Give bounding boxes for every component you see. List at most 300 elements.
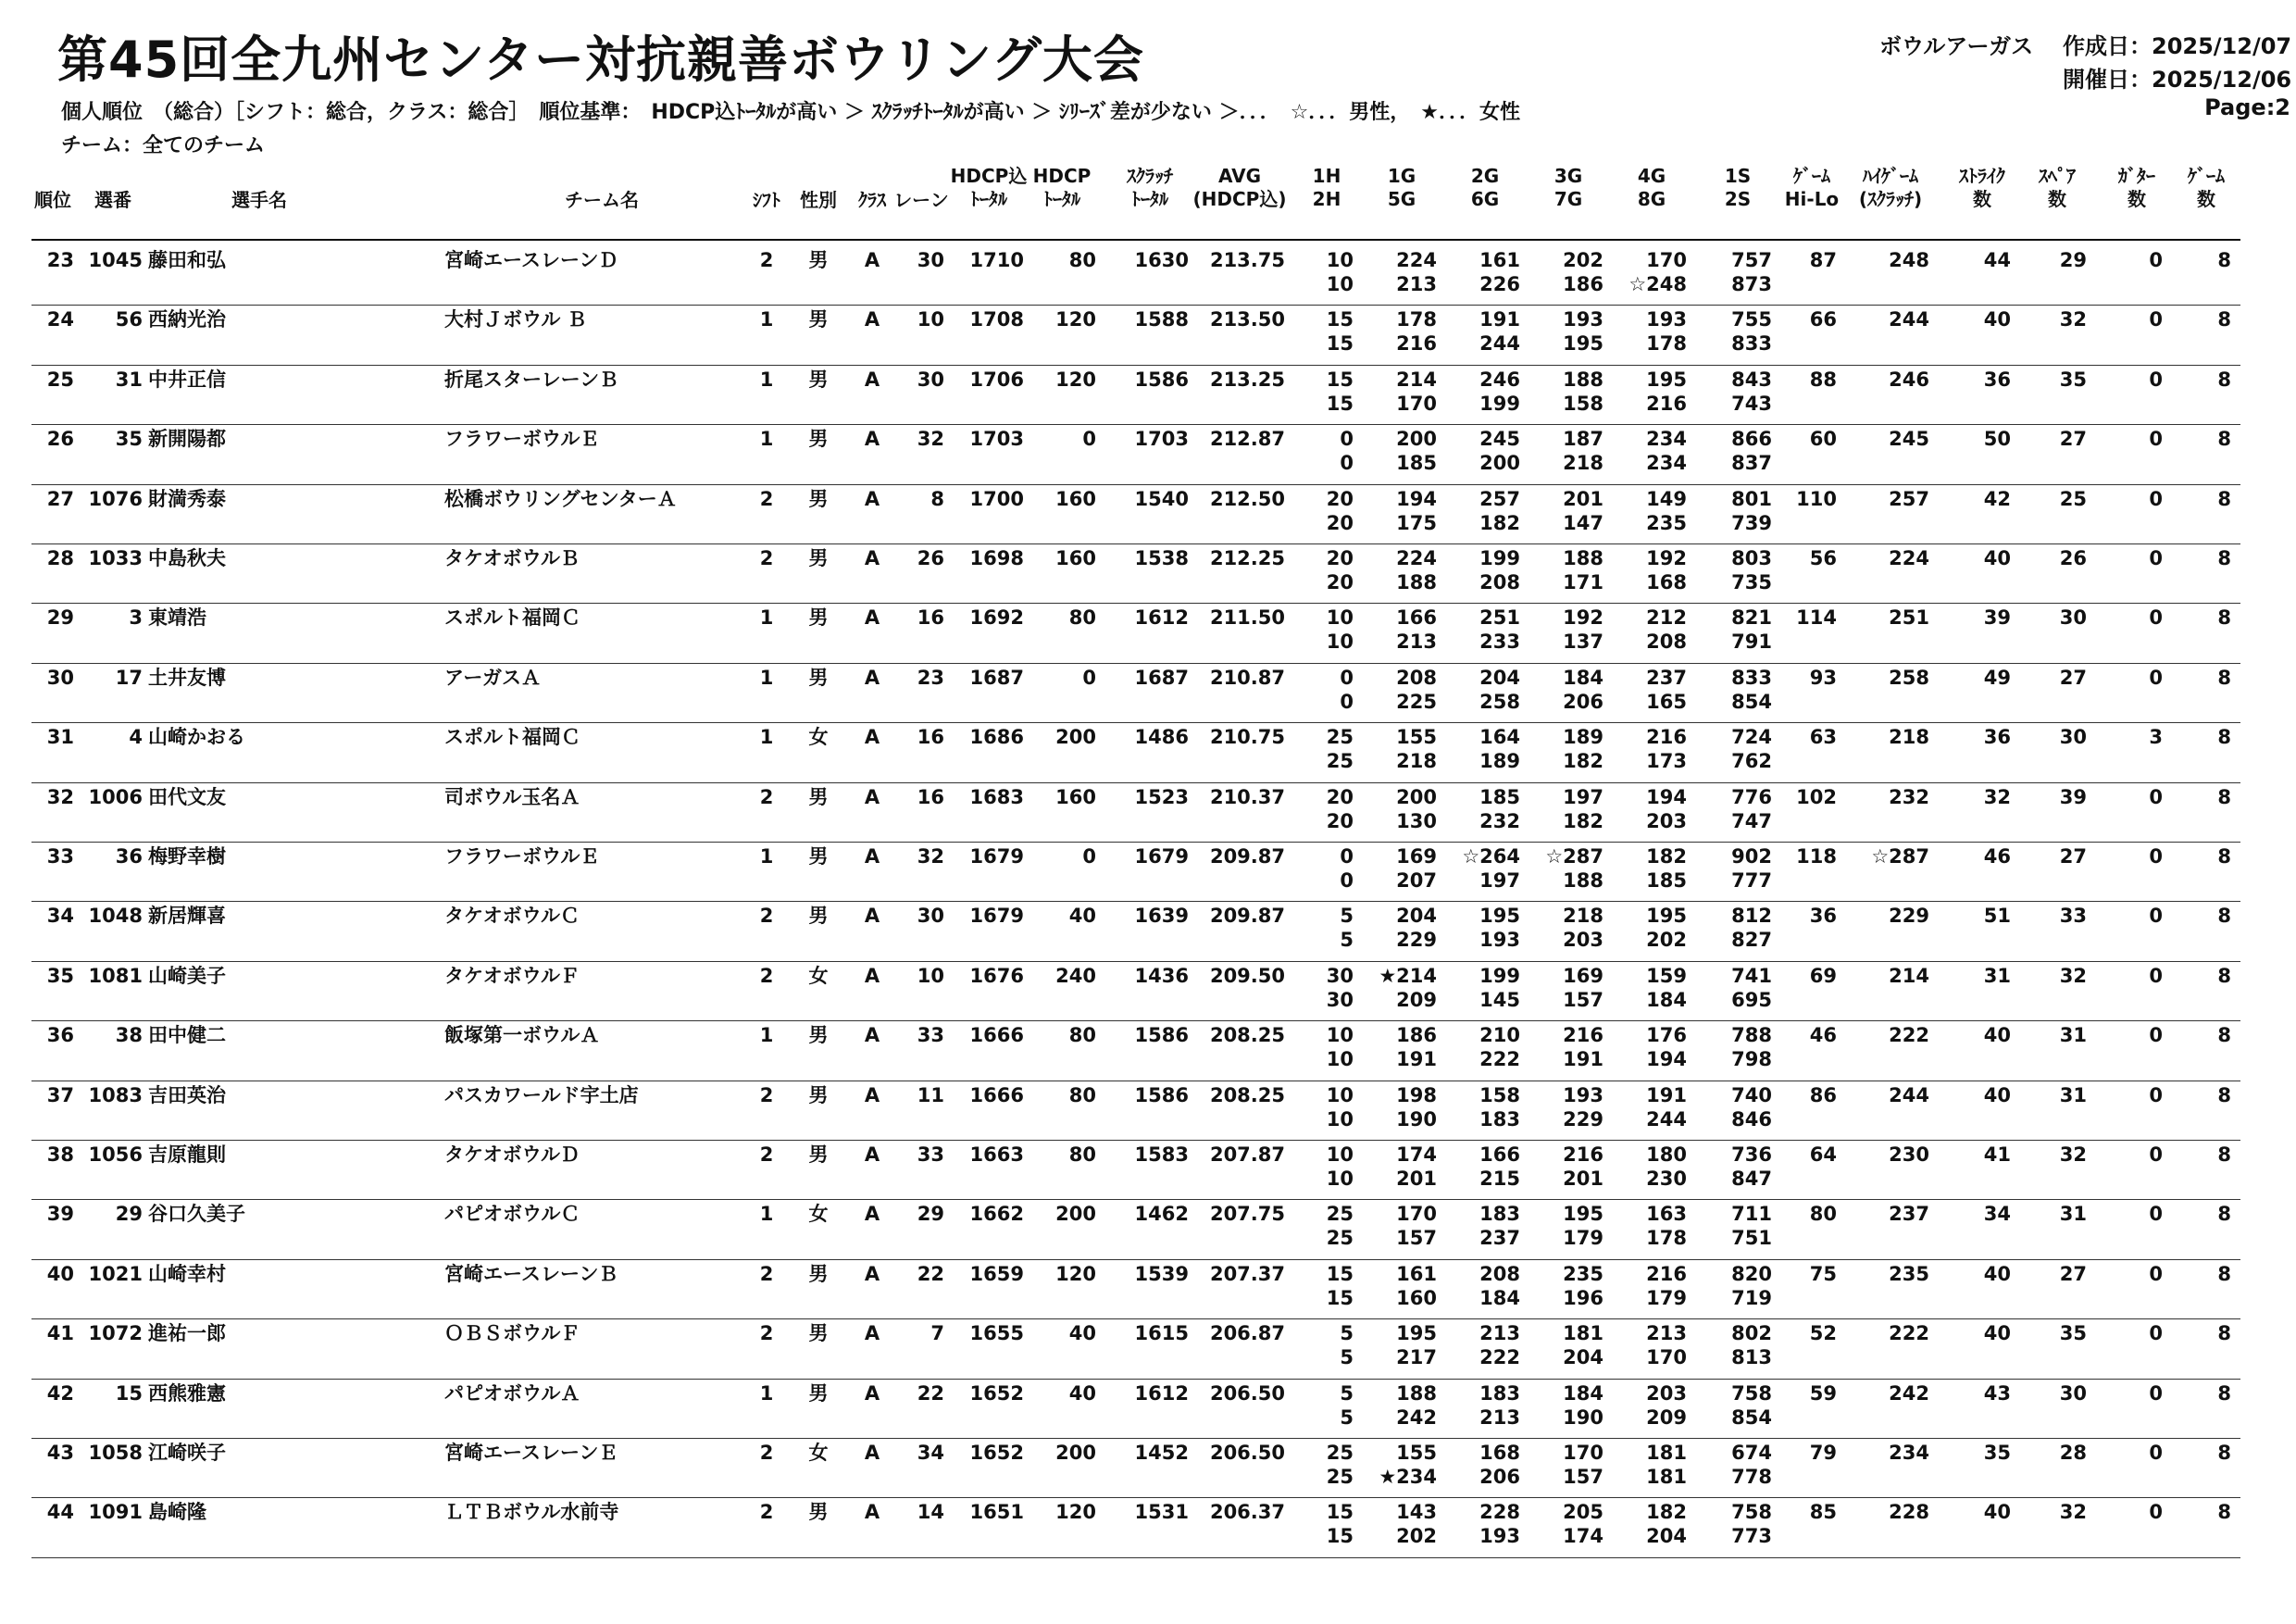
- cell-lane: 32: [917, 845, 944, 868]
- cell-g7: 171: [1563, 571, 1603, 593]
- cell-h2: 10: [1326, 1107, 1354, 1131]
- cell-hdcp: 240: [1055, 964, 1096, 987]
- cell-team: ＬＴＢボウル水前寺: [444, 1501, 619, 1524]
- cell-g4: 182: [1646, 1501, 1687, 1524]
- cell-s1: 820: [1731, 1262, 1772, 1285]
- cell-hilo: 56: [1809, 547, 1837, 569]
- cell-g1: 194: [1396, 487, 1437, 510]
- cell-games: 8: [2217, 726, 2231, 749]
- cell-s2: 695: [1731, 988, 1772, 1011]
- cell-hdcp: 80: [1068, 1024, 1096, 1047]
- cell-scratch: 1630: [1134, 249, 1189, 271]
- cell-lane: 16: [917, 606, 944, 630]
- cell-no: 1048: [88, 905, 143, 928]
- cell-games: 8: [2217, 606, 2231, 630]
- cell-g7: 188: [1563, 869, 1603, 892]
- cell-g1: 224: [1396, 547, 1437, 569]
- cell-games: 8: [2217, 1381, 2231, 1405]
- cell-games: 8: [2217, 428, 2231, 451]
- cell-shift: 1: [759, 726, 774, 749]
- cell-lane: 10: [917, 964, 944, 987]
- cell-no: 4: [129, 726, 143, 749]
- cell-s2: 798: [1731, 1048, 1772, 1071]
- cell-sex: 男: [808, 905, 829, 928]
- cell-scratch: 1486: [1134, 726, 1189, 749]
- cell-strike: 34: [1983, 1203, 2011, 1226]
- cell-name: 田代文友: [148, 785, 226, 808]
- cell-g3: 184: [1563, 666, 1603, 689]
- cell-g5: 207: [1396, 869, 1437, 892]
- header-line: 1H: [1312, 165, 1341, 187]
- cell-s2: 791: [1731, 631, 1772, 654]
- cell-g7: 195: [1563, 332, 1603, 356]
- cell-g3: 216: [1563, 1143, 1603, 1166]
- cell-cls: A: [864, 964, 880, 987]
- cell-gutter: 0: [2149, 845, 2163, 868]
- header-line: ｽﾍﾟｱ: [2039, 165, 2076, 187]
- cell-rank: 36: [46, 1024, 74, 1047]
- cell-hilo: 114: [1796, 606, 1837, 630]
- cell-shift: 1: [759, 845, 774, 868]
- cell-s2: 762: [1731, 750, 1772, 773]
- cell-hdcp: 120: [1055, 368, 1096, 391]
- cell-high: 246: [1889, 368, 1929, 391]
- table-row: [0, 604, 2296, 663]
- cell-scratch: 1588: [1134, 308, 1189, 331]
- cell-hilo: 66: [1809, 308, 1837, 331]
- cell-g5: 191: [1396, 1048, 1437, 1071]
- cell-avg: 207.87: [1209, 1143, 1285, 1166]
- cell-lane: 34: [917, 1442, 944, 1464]
- header-line: 2S: [1724, 188, 1752, 210]
- cell-shift: 1: [759, 368, 774, 391]
- cell-hdcp-total: 1700: [969, 487, 1024, 510]
- cell-g4: 163: [1646, 1203, 1687, 1226]
- header-high: [1842, 165, 1939, 211]
- cell-gutter: 0: [2149, 487, 2163, 510]
- cell-g6: 197: [1479, 869, 1520, 892]
- cell-high: 222: [1889, 1024, 1929, 1047]
- cell-games: 8: [2217, 845, 2231, 868]
- cell-g3: 187: [1563, 428, 1603, 451]
- cell-gutter: 0: [2149, 1442, 2163, 1464]
- cell-games: 8: [2217, 1024, 2231, 1047]
- cell-gutter: 0: [2149, 964, 2163, 987]
- table-row: [0, 306, 2296, 365]
- cell-g4: 159: [1646, 964, 1687, 987]
- table-row: [0, 485, 2296, 544]
- header-line: ｹﾞｰﾑ: [2188, 165, 2225, 187]
- cell-g5: 229: [1396, 929, 1437, 952]
- cell-hilo: 102: [1796, 785, 1837, 808]
- cell-hdcp-total: 1659: [969, 1262, 1024, 1285]
- cell-g5: 209: [1396, 988, 1437, 1011]
- header-line: ﾊｲｹﾞｰﾑ: [1863, 165, 1918, 187]
- cell-spare: 30: [2059, 726, 2087, 749]
- cell-g5: 185: [1396, 452, 1437, 475]
- header-line: ｽｸﾗｯﾁ: [1127, 165, 1173, 187]
- cell-avg: 210.87: [1209, 666, 1285, 689]
- cell-name: 中島秋夫: [148, 547, 226, 569]
- cell-no: 38: [115, 1024, 143, 1047]
- cell-g2: 185: [1479, 785, 1520, 808]
- cell-hilo: 79: [1809, 1442, 1837, 1464]
- cell-strike: 40: [1983, 308, 2011, 331]
- cell-hdcp: 0: [1082, 428, 1096, 451]
- cell-high: 214: [1889, 964, 1929, 987]
- cell-gutter: 0: [2149, 1203, 2163, 1226]
- header-line: HDCP込: [950, 165, 1028, 187]
- cell-g5: 216: [1396, 332, 1437, 356]
- cell-rank: 27: [46, 487, 74, 510]
- cell-g5: 175: [1396, 511, 1437, 534]
- cell-g8: 181: [1646, 1466, 1687, 1488]
- cell-scratch: 1612: [1134, 1381, 1189, 1405]
- cell-s1: 802: [1731, 1322, 1772, 1345]
- cell-lane: 30: [917, 905, 944, 928]
- cell-shift: 2: [759, 1442, 774, 1464]
- table-row: [0, 1498, 2296, 1557]
- cell-cls: A: [864, 726, 880, 749]
- cell-g2: 158: [1479, 1083, 1520, 1106]
- cell-gutter: 0: [2149, 368, 2163, 391]
- cell-avg: 209.50: [1209, 964, 1285, 987]
- cell-g8: 203: [1646, 809, 1687, 832]
- cell-hilo: 63: [1809, 726, 1837, 749]
- cell-s1: 788: [1731, 1024, 1772, 1047]
- cell-hdcp-total: 1662: [969, 1203, 1024, 1226]
- cell-lane: 22: [917, 1381, 944, 1405]
- cell-spare: 29: [2059, 249, 2087, 271]
- header-hdcp: [1018, 165, 1105, 211]
- table-row: [0, 246, 2296, 306]
- cell-h2: 30: [1326, 988, 1354, 1011]
- cell-g8: 204: [1646, 1525, 1687, 1548]
- cell-no: 35: [115, 428, 143, 451]
- cell-sex: 女: [808, 964, 829, 987]
- cell-h1: 5: [1340, 905, 1354, 928]
- cell-avg: 210.37: [1209, 785, 1285, 808]
- cell-g3: 184: [1563, 1381, 1603, 1405]
- cell-hdcp-total: 1652: [969, 1442, 1024, 1464]
- cell-cls: A: [864, 547, 880, 569]
- header-class: ｸﾗｽ: [858, 189, 886, 211]
- cell-hdcp: 200: [1055, 726, 1096, 749]
- cell-h1: 5: [1340, 1322, 1354, 1345]
- cell-scratch: 1436: [1134, 964, 1189, 987]
- cell-team: フラワーボウルＥ: [444, 845, 600, 868]
- cell-team: 折尾スターレーンＢ: [444, 368, 619, 391]
- header-player: 選手名: [231, 189, 287, 211]
- cell-hdcp-total: 1652: [969, 1381, 1024, 1405]
- cell-rank: 42: [46, 1381, 74, 1405]
- cell-scratch: 1538: [1134, 547, 1189, 569]
- cell-gutter: 0: [2149, 1322, 2163, 1345]
- cell-s2: 773: [1731, 1525, 1772, 1548]
- cell-avg: 206.87: [1209, 1322, 1285, 1345]
- cell-g8: 168: [1646, 571, 1687, 593]
- cell-g4: 203: [1646, 1381, 1687, 1405]
- cell-avg: 212.25: [1209, 547, 1285, 569]
- cell-shift: 2: [759, 964, 774, 987]
- cell-g8: 185: [1646, 869, 1687, 892]
- cell-g6: 183: [1479, 1107, 1520, 1131]
- cell-name: 田中健二: [148, 1024, 226, 1047]
- cell-g7: 190: [1563, 1405, 1603, 1429]
- cell-h1: 30: [1326, 964, 1354, 987]
- header-games: [2172, 165, 2240, 211]
- table-row: [0, 425, 2296, 484]
- cell-g4: 191: [1646, 1083, 1687, 1106]
- cell-hilo: 110: [1796, 487, 1837, 510]
- cell-g2: 208: [1479, 1262, 1520, 1285]
- cell-no: 1021: [88, 1262, 143, 1285]
- cell-g3: 201: [1563, 487, 1603, 510]
- cell-g2: 199: [1479, 547, 1520, 569]
- cell-scratch: 1583: [1134, 1143, 1189, 1166]
- header-line: 8G: [1637, 188, 1666, 210]
- cell-gutter: 0: [2149, 249, 2163, 271]
- cell-s2: 747: [1731, 809, 1772, 832]
- header-line: ﾄｰﾀﾙ: [1043, 188, 1080, 210]
- cell-g5: 190: [1396, 1107, 1437, 1131]
- cell-lane: 33: [917, 1024, 944, 1047]
- cell-team: タケオボウルＤ: [444, 1143, 580, 1166]
- cell-hilo: 118: [1796, 845, 1837, 868]
- cell-gutter: 0: [2149, 1262, 2163, 1285]
- cell-hdcp: 80: [1068, 1143, 1096, 1166]
- cell-rank: 37: [46, 1083, 74, 1106]
- cell-s1: 821: [1731, 606, 1772, 630]
- cell-s1: 674: [1731, 1442, 1772, 1464]
- cell-hilo: 46: [1809, 1024, 1837, 1047]
- cell-hdcp: 120: [1055, 1501, 1096, 1524]
- cell-sex: 男: [808, 1322, 829, 1345]
- cell-hdcp: 120: [1055, 308, 1096, 331]
- cell-g3: 188: [1563, 368, 1603, 391]
- header-line: 4G: [1637, 165, 1666, 187]
- cell-name: 財満秀泰: [148, 487, 226, 510]
- cell-lane: 23: [917, 666, 944, 689]
- cell-s1: 740: [1731, 1083, 1772, 1106]
- cell-avg: 209.87: [1209, 845, 1285, 868]
- cell-g8: 178: [1646, 1227, 1687, 1250]
- cell-g6: 145: [1479, 988, 1520, 1011]
- table-row: [0, 1021, 2296, 1081]
- cell-g1: 174: [1396, 1143, 1437, 1166]
- cell-g6: 184: [1479, 1286, 1520, 1309]
- cell-h2: 20: [1326, 571, 1354, 593]
- cell-games: 8: [2217, 487, 2231, 510]
- cell-high: 234: [1889, 1442, 1929, 1464]
- cell-high: 248: [1889, 249, 1929, 271]
- cell-spare: 27: [2059, 428, 2087, 451]
- cell-strike: 40: [1983, 547, 2011, 569]
- cell-no: 1081: [88, 964, 143, 987]
- cell-cls: A: [864, 1024, 880, 1047]
- cell-g8: 234: [1646, 452, 1687, 475]
- cell-sex: 男: [808, 1262, 829, 1285]
- cell-g8: 235: [1646, 511, 1687, 534]
- cell-h1: 15: [1326, 1501, 1354, 1524]
- cell-games: 8: [2217, 1262, 2231, 1285]
- cell-no: 1006: [88, 785, 143, 808]
- cell-team: 宮崎エースレーンＥ: [444, 1442, 618, 1464]
- cell-hilo: 88: [1809, 368, 1837, 391]
- cell-g1: 200: [1396, 428, 1437, 451]
- cell-hdcp: 80: [1068, 249, 1096, 271]
- cell-hdcp-total: 1687: [969, 666, 1024, 689]
- cell-hdcp-total: 1666: [969, 1024, 1024, 1047]
- cell-hdcp: 200: [1055, 1442, 1096, 1464]
- cell-name: 進祐一郎: [148, 1322, 226, 1345]
- cell-name: 梅野幸樹: [148, 845, 226, 868]
- cell-s2: 854: [1731, 690, 1772, 713]
- cell-h2: 10: [1326, 631, 1354, 654]
- cell-s1: 724: [1731, 726, 1772, 749]
- cell-name: 土井友博: [148, 666, 226, 689]
- cell-s1: 758: [1731, 1501, 1772, 1524]
- cell-g3: 193: [1563, 1083, 1603, 1106]
- cell-gutter: 0: [2149, 785, 2163, 808]
- cell-sex: 男: [808, 1381, 829, 1405]
- cell-g8: 244: [1646, 1107, 1687, 1131]
- cell-s2: 847: [1731, 1168, 1772, 1190]
- cell-high: 235: [1889, 1262, 1929, 1285]
- cell-g8: 194: [1646, 1048, 1687, 1071]
- cell-shift: 1: [759, 428, 774, 451]
- cell-h1: 10: [1326, 1083, 1354, 1106]
- cell-h1: 25: [1326, 726, 1354, 749]
- cell-g1: 178: [1396, 308, 1437, 331]
- cell-games: 8: [2217, 249, 2231, 271]
- cell-sex: 男: [808, 666, 829, 689]
- cell-g5: 157: [1396, 1227, 1437, 1250]
- cell-h1: 25: [1326, 1203, 1354, 1226]
- cell-h2: 20: [1326, 809, 1354, 832]
- cell-h2: 15: [1326, 392, 1354, 415]
- cell-rank: 41: [46, 1322, 74, 1345]
- cell-spare: 39: [2059, 785, 2087, 808]
- cell-spare: 31: [2059, 1024, 2087, 1047]
- table-row: [0, 902, 2296, 961]
- cell-hilo: 80: [1809, 1203, 1837, 1226]
- cell-hdcp-total: 1666: [969, 1083, 1024, 1106]
- cell-g3: 202: [1563, 249, 1603, 271]
- cell-team: 宮崎エースレーンＤ: [444, 249, 618, 271]
- cell-strike: 35: [1983, 1442, 2011, 1464]
- cell-strike: 40: [1983, 1501, 2011, 1524]
- cell-strike: 32: [1983, 785, 2011, 808]
- cell-h2: 25: [1326, 1466, 1354, 1488]
- cell-rank: 28: [46, 547, 74, 569]
- cell-rank: 39: [46, 1203, 74, 1226]
- cell-team: 大村Ｊボウル Ｂ: [444, 308, 587, 331]
- cell-high: 244: [1889, 308, 1929, 331]
- cell-rank: 26: [46, 428, 74, 451]
- cell-hilo: 36: [1809, 905, 1837, 928]
- cell-games: 8: [2217, 1083, 2231, 1106]
- cell-hdcp-total: 1703: [969, 428, 1024, 451]
- cell-g3: 235: [1563, 1262, 1603, 1285]
- cell-name: 中井正信: [148, 368, 226, 391]
- cell-scratch: 1523: [1134, 785, 1189, 808]
- cell-avg: 210.75: [1209, 726, 1285, 749]
- cell-g7: 186: [1563, 273, 1603, 295]
- cell-games: 8: [2217, 1322, 2231, 1345]
- cell-hilo: 60: [1809, 428, 1837, 451]
- cell-games: 8: [2217, 1203, 2231, 1226]
- header-strike: [1944, 165, 2020, 211]
- cell-scratch: 1540: [1134, 487, 1189, 510]
- cell-hdcp-total: 1710: [969, 249, 1024, 271]
- cell-h2: 25: [1326, 1227, 1354, 1250]
- cell-hdcp-total: 1679: [969, 905, 1024, 928]
- cell-cls: A: [864, 428, 880, 451]
- cell-name: 江崎咲子: [148, 1442, 226, 1464]
- cell-hdcp-total: 1683: [969, 785, 1024, 808]
- cell-g6: 199: [1479, 392, 1520, 415]
- cell-s1: 803: [1731, 547, 1772, 569]
- cell-shift: 2: [759, 1143, 774, 1166]
- cell-g6: 232: [1479, 809, 1520, 832]
- cell-g7: 204: [1563, 1346, 1603, 1369]
- cell-h1: 10: [1326, 1024, 1354, 1047]
- cell-s1: 801: [1731, 487, 1772, 510]
- cell-spare: 30: [2059, 606, 2087, 630]
- cell-rank: 35: [46, 964, 74, 987]
- cell-g5: 213: [1396, 273, 1437, 295]
- cell-g6: 208: [1479, 571, 1520, 593]
- cell-avg: 212.87: [1209, 428, 1285, 451]
- cell-cls: A: [864, 249, 880, 271]
- cell-g5: 188: [1396, 571, 1437, 593]
- cell-cls: A: [864, 308, 880, 331]
- cell-spare: 33: [2059, 905, 2087, 928]
- cell-high: ☆287: [1871, 845, 1929, 868]
- cell-g2: 191: [1479, 308, 1520, 331]
- cell-shift: 2: [759, 1322, 774, 1345]
- cell-g6: 233: [1479, 631, 1520, 654]
- cell-games: 8: [2217, 666, 2231, 689]
- cell-games: 8: [2217, 1442, 2231, 1464]
- cell-name: 新居輝喜: [148, 905, 226, 928]
- cell-g3: 218: [1563, 905, 1603, 928]
- cell-lane: 22: [917, 1262, 944, 1285]
- cell-name: 西納光治: [148, 308, 226, 331]
- cell-h1: 20: [1326, 487, 1354, 510]
- cell-scratch: 1615: [1134, 1322, 1189, 1345]
- cell-g7: 157: [1563, 1466, 1603, 1488]
- cell-g8: 230: [1646, 1168, 1687, 1190]
- cell-g4: 212: [1646, 606, 1687, 630]
- cell-no: 1056: [88, 1143, 143, 1166]
- header-rule: [31, 239, 2240, 241]
- cell-spare: 25: [2059, 487, 2087, 510]
- cell-h2: 5: [1340, 929, 1354, 952]
- table-row: [0, 1141, 2296, 1200]
- cell-cls: A: [864, 1381, 880, 1405]
- table-row: [0, 962, 2296, 1021]
- cell-no: 1083: [88, 1083, 143, 1106]
- table-row: [0, 1380, 2296, 1439]
- cell-no: 56: [115, 308, 143, 331]
- cell-high: 229: [1889, 905, 1929, 928]
- cell-high: 224: [1889, 547, 1929, 569]
- row-divider: [31, 1557, 2240, 1558]
- cell-hdcp-total: 1651: [969, 1501, 1024, 1524]
- cell-team: アーガスＡ: [444, 666, 541, 689]
